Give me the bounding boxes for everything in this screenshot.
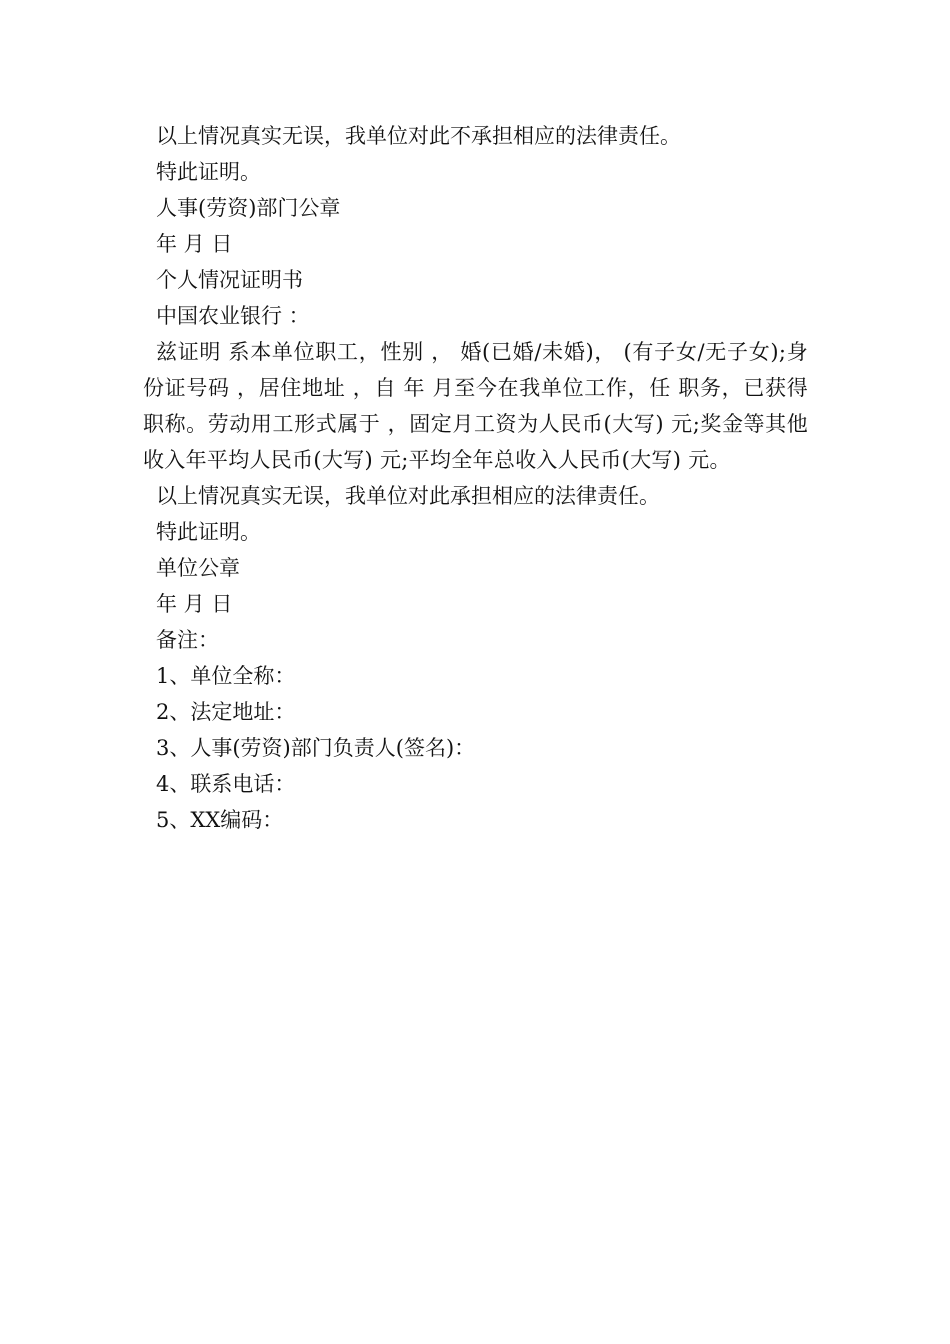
addressee-line: 中国农业银行 ： xyxy=(156,304,310,328)
statement-line: 以上情况真实无误，我单位对此承担相应的法律责任。 xyxy=(156,484,660,508)
document-body xyxy=(143,118,808,838)
certification-line: 特此证明。 xyxy=(156,520,261,544)
note-item: 1、单位全称： xyxy=(156,664,296,688)
certificate-paragraph: 兹证明 系本单位职工，性别 ， 婚(已婚/未婚)， (有子女/无子女);身份证号码 ，居住地址 ，自 年 月至今在我单位工作，任 职务，已获得 职称。劳动用工形式属于 ，固定月工资为人民币(大写) 元;奖金等其他收入年平均人民币(大写) 元;平均全年总收入人民币(大写) 元。 xyxy=(143,340,808,472)
unit-seal-line: 单位公章 xyxy=(156,556,240,580)
certification-line: 特此证明。 xyxy=(156,160,261,184)
hr-seal-line: 人事(劳资)部门公章 xyxy=(156,196,341,220)
statement-line: 以上情况真实无误，我单位对此不承担相应的法律责任。 xyxy=(156,124,681,148)
document-title: 个人情况证明书 xyxy=(156,268,303,292)
date-line: 年 月 日 xyxy=(156,592,233,616)
notes-heading: 备注： xyxy=(156,628,219,652)
date-line: 年 月 日 xyxy=(156,232,233,256)
note-item: 5、XX编码： xyxy=(156,808,284,832)
note-item: 2、法定地址： xyxy=(156,700,296,724)
note-item: 4、联系电话： xyxy=(156,772,296,796)
note-item: 3、人事(劳资)部门负责人(签名)： xyxy=(156,736,476,760)
